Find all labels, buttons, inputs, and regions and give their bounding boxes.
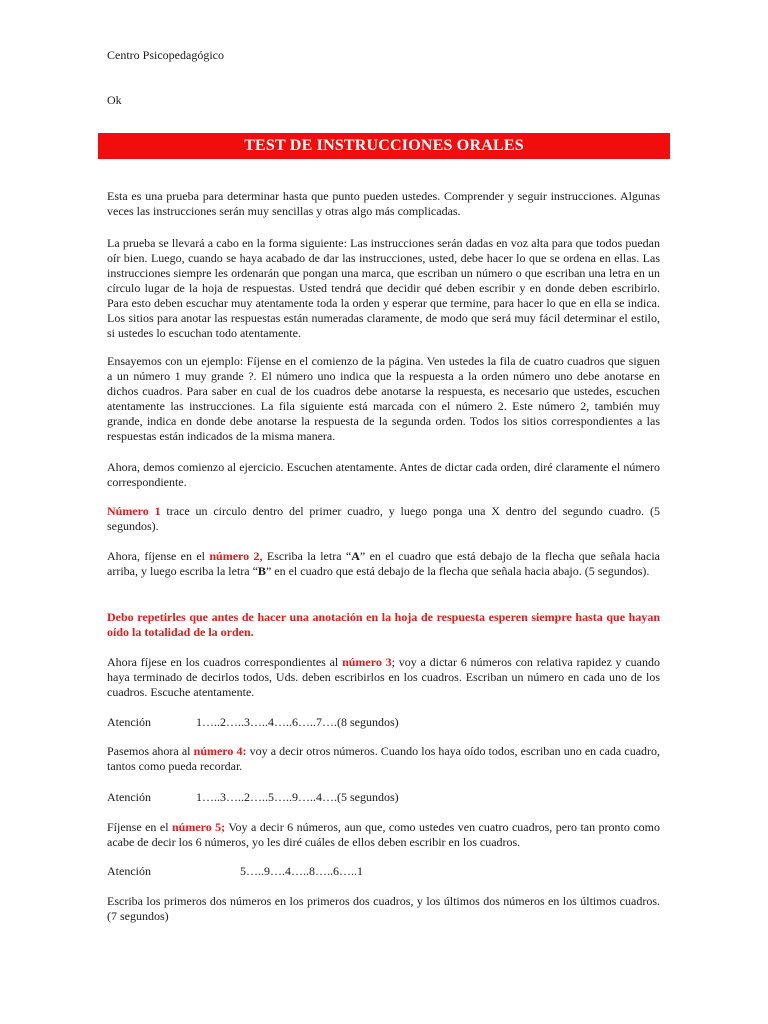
instruction-3 (107, 655, 660, 700)
instruction-1 (107, 504, 660, 534)
instruction-5 (107, 820, 660, 850)
instruction-number-label: número 2, (209, 549, 263, 563)
instruction-text: Pasemos ahora al (107, 744, 194, 758)
attention-label: Atención (107, 715, 151, 729)
number-sequence: 5…..9….4…..8…..6…..1 (240, 864, 363, 878)
instruction-text: Ahora fíjese en los cuadros correspondientes al (107, 655, 343, 669)
number-sequence: 1…..2…..3…..4…..6…..7….(8 segundos) (196, 715, 399, 729)
instruction-text: Fíjense en el (107, 820, 172, 834)
paragraph-intro: Esta es una prueba para determinar hasta que punto pueden ustedes. Comprender y seguir instrucciones. Algunas veces las instrucciones serán muy sencillas y otras algo más complicadas. (107, 189, 660, 218)
instruction-text: Voy a decir 6 números, aun que, como ustedes ven cuatro cuadros, pero tan pronto como acabe de decir los 6 números, yo les diré cuáles de ellos deben escribir en los cuadros. (107, 820, 660, 849)
instruction-2 (107, 549, 660, 579)
letter-a: A (351, 549, 360, 563)
organization-name: Centro Psicopedagógico (107, 48, 224, 62)
paragraph-procedure: La prueba se llevará a cabo en la forma siguiente: Las instrucciones serán dadas en voz alta para que todos puedan oír bien. Luego, cuando se haya acabado de dar las instrucciones, usted, debe hacer lo que se ordena en ellas. Las instrucciones siempre les ordenarán que pongan una marca, que escriban un número o que escriban una letra en un círculo lugar de la hoja de respuestas. Usted tendrá que decidir qué deben escribir y en donde deben escribirlo. Para esto deben escuchar muy atentamente toda la orden y esperar que termine, para hacer lo que en ella se indica. Los sitios para anotar las respuestas están numeradas claramente, de modo que será muy fácil determinar el estilo, si ustedes lo escuchan todo atentamente. (107, 236, 660, 340)
instruction-text: Ahora, fíjense en el (107, 549, 210, 563)
paragraph-closing: Escriba los primeros dos números en los primeros dos cuadros, y los últimos dos números en los últimos cuadros. (7 segundos) (107, 894, 660, 923)
instruction-text: ” en el cuadro que está debajo de la flecha que señala hacia arriba, y luego escriba la letra “ (107, 549, 660, 578)
paragraph-example: Ensayemos con un ejemplo: Fíjense en el comienzo de la página. Ven ustedes la fila de cuatro cuadros que siguen a un número 1 muy grande ?. El número uno indica que la respuesta a la orden número uno debe anotarse en dichos cuadros. Para saber en cual de los cuadros debe anotarse la respuesta, es necesario que ustedes, escuchen atentamente las instrucciones. La fila siguiente está marcada con el número 2. Este número 2, también muy grande, indica en donde debe anotarse la respuesta de la segunda orden. Todos los sitios correspondientes a las respuestas están indicados de la misma manera. (107, 354, 660, 443)
instruction-4 (107, 744, 660, 774)
attention-label: Atención (107, 864, 151, 878)
instruction-number-label: número 3 (342, 655, 392, 669)
instruction-number-label: número 5; (171, 820, 226, 834)
title-banner (98, 133, 670, 159)
warning-paragraph: Debo repetirles que antes de hacer una anotación en la hoja de respuesta esperen siempre hasta que hayan oído la totalidad de la orden. (107, 610, 660, 639)
instruction-text: voy a decir otros números. Cuando los haya oído todos, escriban uno en cada cuadro, tantos como pueda recordar. (107, 744, 661, 773)
header-note: Ok (107, 93, 122, 107)
letter-b: B (257, 564, 266, 578)
paragraph-start: Ahora, demos comienzo al ejercicio. Escuchen atentamente. Antes de dictar cada orden, diré claramente el número correspondiente. (107, 460, 660, 489)
number-sequence: 1…..3…..2…..5…..9…..4….(5 segundos) (196, 790, 399, 804)
instruction-text: ; voy a dictar 6 números con relativa rapidez y cuando haya terminado de decirlos todos, Uds. deben escribirlos en los cuadros. Escriban un número en cada uno de los cuadros. Escuche atentamente. (107, 655, 660, 699)
document-title: TEST DE INSTRUCCIONES ORALES (244, 137, 524, 154)
instruction-text: Escriba la letra “ (262, 549, 352, 563)
instruction-text: trace un circulo dentro del primer cuadro, y luego ponga una X dentro del segundo cuadro. (5 segundos). (107, 504, 660, 533)
instruction-number-label: número 4: (193, 744, 247, 758)
attention-label: Atención (107, 790, 151, 804)
instruction-number-label: Número 1 (107, 504, 161, 518)
instruction-text: ” en el cuadro que está debajo de la flecha que señala hacia abajo. (5 segundos). (265, 564, 650, 578)
